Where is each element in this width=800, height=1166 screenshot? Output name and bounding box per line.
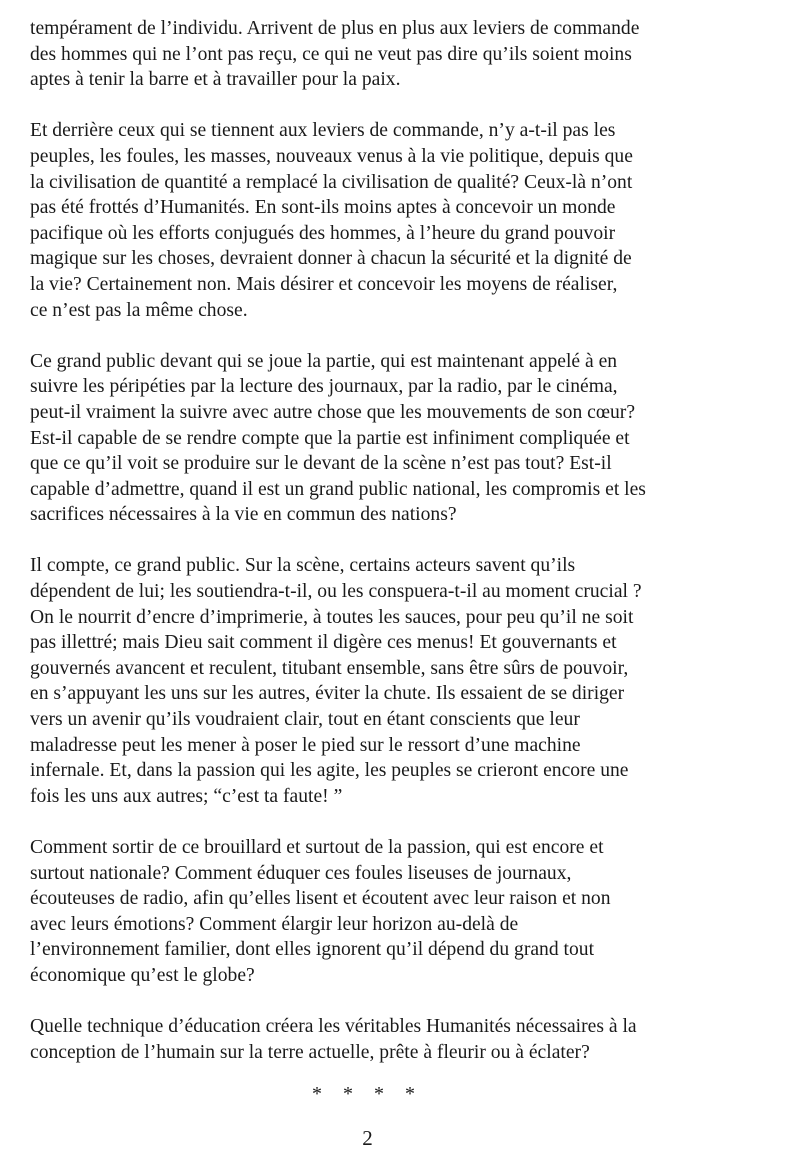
text-line: magique sur les choses, devraient donner à chacun la sécurité et la dignité de xyxy=(30,248,632,270)
text-line: sacrifices nécessaires à la vie en commun des nations? xyxy=(30,504,457,526)
text-line: l’environnement familier, dont elles ignorent qu’il dépend du grand tout xyxy=(30,939,595,961)
text-line: Comment sortir de ce brouillard et surtout de la passion, qui est encore et xyxy=(30,837,604,858)
text-line: infernale. Et, dans la passion qui les agite, les peuples se crieront encore une xyxy=(30,760,629,782)
text-line: peut-il vraiment la suivre avec autre chose que les mouvements de son cœur? xyxy=(30,401,636,423)
text-line: aptes à tenir la barre et à travailler pour la paix. xyxy=(30,69,401,91)
text-line: ce n’est pas la même chose. xyxy=(30,299,248,321)
text-line: vers un avenir qu’ils voudraient clair, tout en étant conscients que leur xyxy=(30,709,580,731)
document-page xyxy=(30,16,770,1091)
text-line: des hommes qui ne l’ont pas reçu, ce qui ne veut pas dire qu’ils soient moins xyxy=(30,43,632,65)
text-line: conception de l’humain sur la terre actuelle, prête à fleurir ou à éclater? xyxy=(30,1041,590,1063)
paragraph xyxy=(30,835,770,989)
text-line: pas été frottés d’Humanités. En sont-ils moins aptes à concevoir un monde xyxy=(30,197,616,219)
text-line: pas illettré; mais Dieu sait comment il digère ces menus! Et gouvernants et xyxy=(30,632,617,654)
text-line: tempérament de l’individu. Arrivent de plus en plus aux leviers de commande xyxy=(30,18,640,39)
text-line: suivre les péripéties par la lecture des journaux, par la radio, par le cinéma, xyxy=(30,376,618,398)
text-line: Et derrière ceux qui se tiennent aux leviers de commande, n’y a-t-il pas les xyxy=(30,120,616,142)
page-number: 2 xyxy=(362,1126,373,1150)
text-line: écouteuses de radio, afin qu’elles lisent et écoutent avec leur raison et non xyxy=(30,888,611,910)
text-line: Quelle technique d’éducation créera les véritables Humanités nécessaires à la xyxy=(30,1016,637,1038)
text-line: la vie? Certainement non. Mais désirer et concevoir les moyens de réaliser, xyxy=(30,273,618,295)
text-line: fois les uns aux autres; “c’est ta faute! ” xyxy=(30,785,343,807)
text-line: peuples, les foules, les masses, nouveaux venus à la vie politique, depuis que xyxy=(30,145,633,167)
text-line: dépendent de lui; les soutiendra-t-il, ou les conspuera-t-il au moment crucial ? xyxy=(30,581,642,603)
paragraph xyxy=(30,349,770,528)
text-line: la civilisation de quantité a remplacé la civilisation de qualité? Ceux-là n’ont xyxy=(30,171,633,193)
paragraph xyxy=(30,553,770,809)
paragraph xyxy=(30,1014,770,1065)
text-line: Est-il capable de se rendre compte que la partie est infiniment compliquée et xyxy=(30,427,630,449)
text-line: en s’appuyant les uns sur les autres, éviter la chute. Ils essaient de se diriger xyxy=(30,683,625,705)
text-line: avec leurs émotions? Comment élargir leur horizon au-delà de xyxy=(30,913,519,935)
paragraph xyxy=(30,16,770,93)
text-line: Il compte, ce grand public. Sur la scène, certains acteurs savent qu’ils xyxy=(30,555,576,577)
text-line: On le nourrit d’encre d’imprimerie, à toutes les sauces, pour peu qu’il ne soit xyxy=(30,606,634,628)
section-separator: * * * * xyxy=(312,1083,423,1105)
text-line: surtout nationale? Comment éduquer ces foules liseuses de journaux, xyxy=(30,862,572,884)
text-line: pacifique où les efforts conjugués des hommes, à l’heure du grand pouvoir xyxy=(30,222,616,244)
text-line: que ce qu’il voit se produire sur le devant de la scène n’est pas tout? Est-il xyxy=(30,453,612,475)
text-line: économique qu’est le globe? xyxy=(30,964,255,986)
text-line: maladresse peut les mener à poser le pied sur le ressort d’une machine xyxy=(30,734,581,756)
text-line: capable d’admettre, quand il est un grand public national, les compromis et les xyxy=(30,478,646,500)
text-line: Ce grand public devant qui se joue la partie, qui est maintenant appelé à en xyxy=(30,350,618,372)
text-line: gouvernés avancent et reculent, titubant ensemble, sans être sûrs de pouvoir, xyxy=(30,657,629,679)
paragraph xyxy=(30,118,770,323)
